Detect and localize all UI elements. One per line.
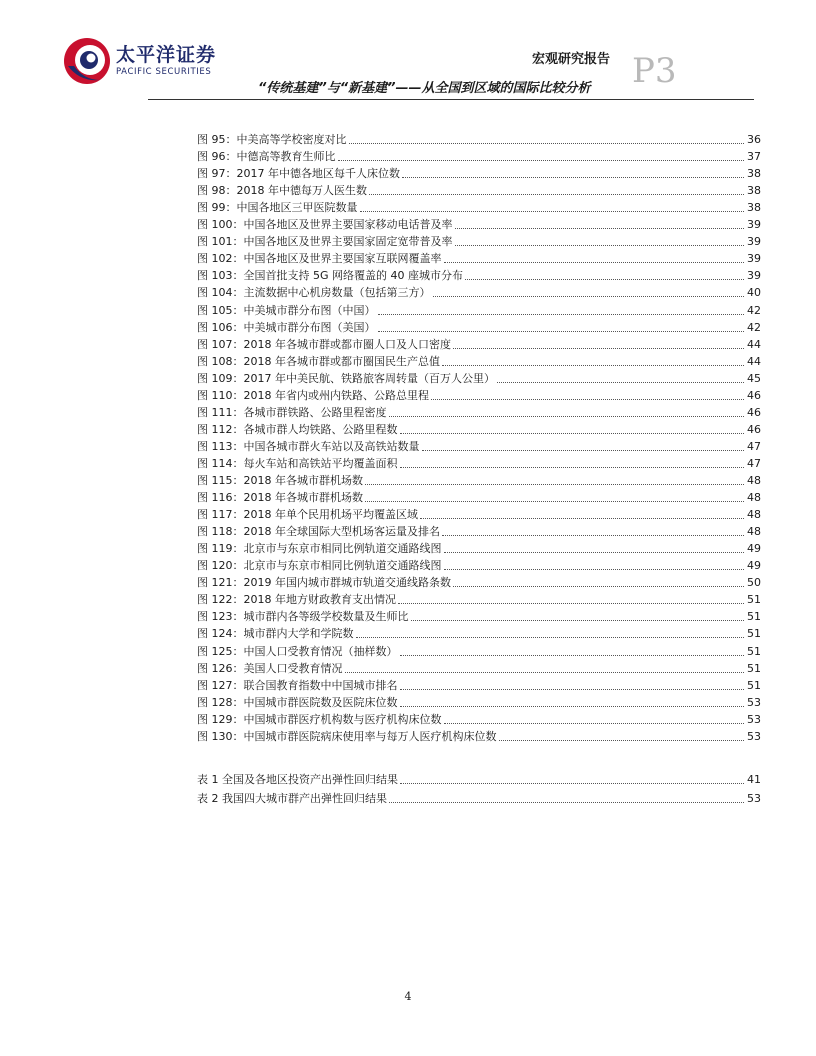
figure-toc-entry[interactable] (197, 301, 761, 318)
figure-toc-label: 图 111：各城市群铁路、公路里程密度 (197, 405, 387, 419)
toc-leader-dots (422, 449, 745, 451)
report-subtitle: “传统基建”与“新基建”——从全国到区域的国际比较分析 (258, 81, 591, 96)
figure-toc-label: 图 114：每火车站和高铁站平均覆盖面积 (197, 456, 398, 470)
figure-toc-entry[interactable] (197, 420, 761, 437)
figure-toc-entry[interactable] (197, 283, 761, 300)
figure-toc-entry[interactable] (197, 232, 761, 249)
figure-toc-page-number: 51 (747, 627, 761, 641)
figure-toc-entry[interactable] (197, 505, 761, 522)
figure-toc-label: 图 116：2018 年各城市群机场数 (197, 491, 363, 505)
toc-leader-dots (444, 551, 745, 553)
toc-leader-dots (433, 295, 745, 297)
figure-toc-entry[interactable] (197, 522, 761, 539)
figure-toc-entry[interactable] (197, 642, 761, 659)
toc-leader-dots (453, 347, 744, 349)
figure-toc-page-number: 42 (747, 320, 761, 334)
toc-leader-dots (402, 176, 744, 178)
figure-toc-page-number: 53 (747, 712, 761, 726)
pacific-securities-logo-icon (62, 36, 112, 86)
toc-leader-dots (400, 466, 745, 468)
figure-toc-label: 图 122：2018 年地方财政教育支出情况 (197, 593, 396, 607)
figure-toc-page-number: 51 (747, 610, 761, 624)
figure-toc-page-number: 46 (747, 388, 761, 402)
toc-leader-dots (378, 330, 745, 332)
figure-toc-label: 图 117：2018 年单个民用机场平均覆盖区域 (197, 508, 418, 522)
figure-toc-page-number: 51 (747, 678, 761, 692)
figure-toc-page-number: 44 (747, 354, 761, 368)
figure-toc-label: 图 97：2017 年中德各地区每千人床位数 (197, 167, 400, 181)
table-toc-label: 表 2 我国四大城市群产出弹性回归结果 (197, 792, 387, 805)
figure-toc-label: 图 109：2017 年中美民航、铁路旅客周转量（百万人公里） (197, 371, 495, 385)
figure-toc-label: 图 127：联合国教育指数中中国城市排名 (197, 678, 398, 692)
figure-toc-page-number: 46 (747, 405, 761, 419)
figure-toc-entry[interactable] (197, 369, 761, 386)
figure-toc-entry[interactable] (197, 624, 761, 641)
figure-toc-label: 图 126：美国人口受教育情况 (197, 661, 343, 675)
table-toc-entry[interactable] (197, 770, 761, 787)
toc-leader-dots (400, 782, 744, 784)
figure-toc-page-number: 47 (747, 456, 761, 470)
toc-leader-dots (497, 381, 744, 383)
figure-toc-label: 图 120：北京市与东京市相同比例轨道交通路线图 (197, 559, 442, 573)
figure-toc-page-number: 36 (747, 133, 761, 146)
figure-toc-label: 图 102：中国各地区及世界主要国家互联网覆盖率 (197, 252, 442, 266)
figure-toc-page-number: 51 (747, 661, 761, 675)
page-mark: P3 (632, 51, 677, 91)
toc-leader-dots (365, 500, 744, 502)
figure-toc-page-number: 53 (747, 729, 761, 743)
toc-leader-dots (398, 602, 744, 604)
toc-leader-dots (389, 801, 744, 803)
figure-toc-entry[interactable] (197, 539, 761, 556)
figure-toc-entry[interactable] (197, 727, 761, 744)
toc-leader-dots (444, 261, 745, 263)
figure-toc-label: 图 115：2018 年各城市群机场数 (197, 474, 363, 487)
figure-toc-entry[interactable] (197, 659, 761, 676)
figure-toc-page-number: 47 (747, 439, 761, 453)
figure-toc-entry[interactable] (197, 181, 761, 198)
figure-toc-page-number: 40 (747, 286, 761, 300)
figure-toc-label: 图 125：中国人口受教育情况（抽样数） (197, 644, 398, 658)
figure-toc-label: 图 105：中美城市群分布图（中国） (197, 303, 376, 317)
figure-toc-entry[interactable] (197, 488, 761, 505)
toc-leader-dots (431, 398, 744, 400)
toc-leader-dots (499, 739, 745, 741)
figure-toc-page-number: 38 (747, 201, 761, 215)
figure-toc-label: 图 101：中国各地区及世界主要国家固定宽带普及率 (197, 235, 453, 249)
figure-toc-entry[interactable] (197, 266, 761, 283)
figure-toc-label: 图 130：中国城市群医院病床使用率与每万人医疗机构床位数 (197, 729, 497, 743)
figure-toc-entry[interactable] (197, 676, 761, 693)
toc-leader-dots (345, 671, 745, 673)
figure-toc-page-number: 42 (747, 303, 761, 317)
figure-toc-entry[interactable] (197, 607, 761, 624)
figure-toc-label: 图 123：城市群内各等级学校数量及生师比 (197, 610, 409, 624)
toc-leader-dots (338, 159, 745, 161)
figure-toc-label: 图 107：2018 年各城市群或都市圈人口及人口密度 (197, 337, 451, 351)
toc-leader-dots (378, 313, 745, 315)
figure-toc-page-number: 39 (747, 269, 761, 283)
figure-toc-label: 图 129：中国城市群医疗机构数与医疗机构床位数 (197, 712, 442, 726)
figure-toc-entry[interactable] (197, 573, 761, 590)
figure-toc-label: 图 128：中国城市群医院数及医院床位数 (197, 695, 398, 709)
figure-toc-label: 图 98：2018 年中德每万人医生数 (197, 184, 367, 198)
figure-toc-page-number: 39 (747, 235, 761, 249)
figure-toc-page-number: 50 (747, 576, 761, 590)
figure-toc-label: 图 118：2018 年全球国际大型机场客运量及排名 (197, 525, 440, 539)
toc-leader-dots (356, 636, 745, 638)
figure-toc-entry[interactable] (197, 386, 761, 403)
figure-toc-page-number: 46 (747, 422, 761, 436)
toc-leader-dots (360, 210, 745, 212)
figure-toc-label: 图 112：各城市群人均铁路、公路里程数 (197, 422, 398, 436)
figure-toc-page-number: 44 (747, 337, 761, 351)
figure-toc-entry[interactable] (197, 318, 761, 335)
brand-name-cn: 太平洋证券 (116, 44, 217, 66)
toc-leader-dots (444, 722, 745, 724)
figure-toc-entry[interactable] (197, 130, 761, 147)
figure-toc-entry[interactable] (197, 693, 761, 710)
figure-toc-label: 图 121：2019 年国内城市群城市轨道交通线路条数 (197, 576, 451, 590)
figure-toc-entry[interactable] (197, 710, 761, 727)
figure-toc-page-number: 38 (747, 184, 761, 198)
figure-toc-entry[interactable] (197, 249, 761, 266)
figure-toc-page-number: 48 (747, 491, 761, 505)
figure-toc-label: 图 119：北京市与东京市相同比例轨道交通路线图 (197, 542, 442, 556)
toc-leader-dots (420, 517, 744, 519)
table-toc-entry[interactable] (197, 789, 761, 806)
toc-leader-dots (400, 654, 745, 656)
figure-toc-entry[interactable] (197, 590, 761, 607)
figure-toc-page-number: 49 (747, 559, 761, 573)
figure-toc-page-number: 53 (747, 695, 761, 709)
table-toc-label: 表 1 全国及各地区投资产出弹性回归结果 (197, 773, 398, 786)
toc-leader-dots (411, 619, 745, 621)
toc-leader-dots (400, 705, 745, 707)
toc-leader-dots (465, 278, 744, 280)
figure-toc-page-number: 51 (747, 593, 761, 607)
figure-toc-page-number: 48 (747, 474, 761, 487)
toc-leader-dots (400, 432, 745, 434)
figure-toc-entry[interactable] (197, 403, 761, 420)
toc-leader-dots (369, 193, 744, 195)
toc-leader-dots (365, 483, 744, 485)
toc-leader-dots (455, 227, 745, 229)
figure-toc-page-number: 49 (747, 542, 761, 556)
toc-leader-dots (400, 688, 745, 690)
figure-toc-page-number: 48 (747, 525, 761, 539)
figure-toc-label: 图 110：2018 年省内或州内铁路、公路总里程 (197, 388, 429, 402)
table-toc-page-number: 53 (747, 792, 761, 805)
figure-toc-entry[interactable] (197, 454, 761, 471)
figure-toc-entry[interactable] (197, 335, 761, 352)
figure-toc-label: 图 104：主流数据中心机房数量（包括第三方） (197, 286, 431, 300)
toc-leader-dots (453, 585, 744, 587)
figure-toc-label: 图 99：中国各地区三甲医院数量 (197, 201, 358, 215)
figure-toc-entry[interactable] (197, 471, 761, 488)
figure-toc-label: 图 96：中德高等教育生师比 (197, 150, 336, 164)
figure-toc-page-number: 38 (747, 167, 761, 181)
figure-toc-entry[interactable] (197, 437, 761, 454)
figure-toc-label: 图 106：中美城市群分布图（美国） (197, 320, 376, 334)
toc-leader-dots (349, 142, 745, 144)
toc-leader-dots (455, 244, 745, 246)
figure-toc-label: 图 100：中国各地区及世界主要国家移动电话普及率 (197, 218, 453, 232)
toc-leader-dots (444, 568, 745, 570)
figure-toc-page-number: 39 (747, 252, 761, 266)
toc-leader-dots (442, 364, 744, 366)
toc-leader-dots (442, 534, 744, 536)
figure-toc-page-number: 48 (747, 508, 761, 522)
figure-toc-label: 图 103：全国首批支持 5G 网络覆盖的 40 座城市分布 (197, 269, 463, 283)
figure-toc-entry[interactable] (197, 556, 761, 573)
figure-toc-label: 图 124：城市群内大学和学院数 (197, 627, 354, 641)
brand-name-en: PACIFIC SECURITIES (116, 67, 212, 77)
figure-toc-label: 图 113：中国各城市群火车站以及高铁站数量 (197, 439, 420, 453)
figure-toc-entry[interactable] (197, 215, 761, 232)
header-divider (148, 99, 754, 100)
report-type: 宏观研究报告 (532, 52, 611, 67)
page-number: 4 (404, 990, 412, 1003)
figure-toc-label: 图 95：中美高等学校密度对比 (197, 133, 347, 146)
figure-toc-page-number: 45 (747, 371, 761, 385)
figure-toc-entry[interactable] (197, 198, 761, 215)
figure-toc-page-number: 39 (747, 218, 761, 232)
figure-toc-page-number: 37 (747, 150, 761, 164)
figure-toc-entry[interactable] (197, 147, 761, 164)
figure-toc-entry[interactable] (197, 352, 761, 369)
toc-leader-dots (389, 415, 745, 417)
figure-toc-entry[interactable] (197, 164, 761, 181)
table-toc-page-number: 41 (747, 773, 761, 786)
figure-toc-page-number: 51 (747, 644, 761, 658)
figure-toc-label: 图 108：2018 年各城市群或都市圈国民生产总值 (197, 354, 440, 368)
